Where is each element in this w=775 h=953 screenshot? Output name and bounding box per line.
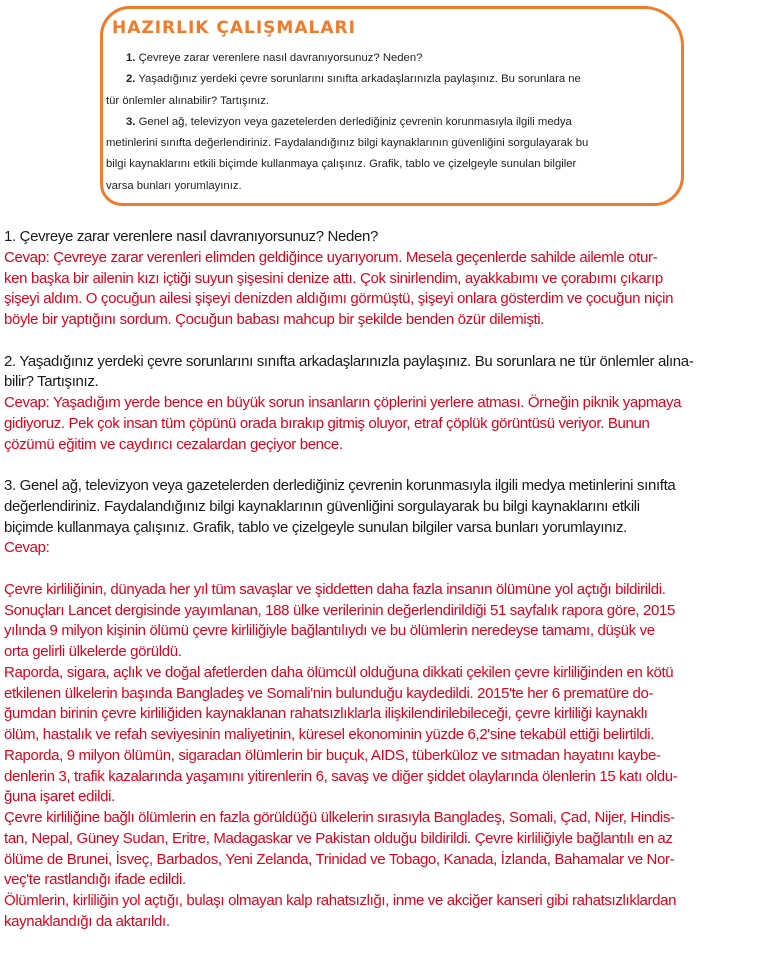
question-text: Genel ağ, televizyon veya gazetelerden derlediğiniz çevrenin korunmasıyla ilgili medya [138,115,572,128]
answer-line: Cevap: Yaşadığım yerde bence en büyük sorun insanların çöplerini yerlere atması. Örneğin piknik yapmaya [4,394,682,411]
answer-line: ölüm, hastalık ve refah seviyesinin maliyetinin, küresel ekonominin yüzde 6,2'sine tekabül ettiği belirtildi. [4,726,655,743]
answer-line: ğuna işaret edildi. [4,788,115,806]
question-text: tür önlemler alınabilir? Tartışınız. [106,94,270,107]
question-line: bilir? Tartışınız. [4,373,99,391]
preparation-title: HAZIRLIK ÇALIŞMALARI [112,18,356,38]
answer-line: Cevap: Çevreye zarar verenleri elimden geldiğince uyarıyorum. Mesela geçenlerde sahilde ailemle otur- [4,248,658,266]
question-line: 3. Genel ağ, televizyon veya gazetelerden derlediğiniz çevrenin korunmasıyla ilgili medya metinlerini sınıfta [4,477,676,494]
answer-line: denlerin 3, trafik kazalarında yaşamını yitirenlerin 6, savaş ve diğer şiddet olaylarında ölenlerin 15 katı oldu- [4,767,678,785]
blank-line [4,331,774,352]
answer-line: orta gelirli ülkelerde görüldü. [4,643,182,660]
answer-line: veç'te rastlandığı ifade edildi. [4,871,186,889]
answer-line: kaynaklandığı da aktarıldı. [4,912,170,930]
preparation-question-line [106,176,674,197]
preparation-question-line [106,69,674,90]
preparation-question-line [106,133,674,154]
answer-line: gidiyoruz. Pek çok insan tüm çöpünü orada bırakıp gitmiş oluyor, etraf çöplük görüntüsü veriyor. Bunun [4,414,650,432]
answer-line: yılında 9 milyon kişinin ölümü çevre kirliliğiyle bağlantılıydı ve bu ölümlerin neredeyse tamamı, düşük ve [4,622,655,640]
answer-line: ken başka bir ailenin kızı içtiği suyun şişesini denize attı. Çok sinirlendim, ayakkabımı ve çorabımı çıkarıp [4,269,663,287]
blank-line [4,455,774,476]
preparation-question-line [106,154,674,175]
question-number: 2. [126,73,136,86]
answer-line: Çevre kirliliğinin, dünyada her yıl tüm savaşlar ve şiddetten daha fazla insanın ölümüne yol açtığı bildirildi. [4,580,666,598]
answer-line: şişeyi aldım. O çocuğun ailesi şişeyi denizden aldığımı görmüştü, şişeyi onlara gösterdim ve çocuğun niçin [4,290,674,308]
answer-line: Sonuçları Lancet dergisinde yayımlanan, 188 ülke verilerinin değerlendirildiği 51 sayfalık rapora göre, 2015 [4,601,675,619]
answer-line: Ölümlerin, kirliliğin yol açtığı, bulaşı olmayan kalp rahatsızlığı, inme ve akciğer kanseri gibi rahatsızlıklardan [4,892,677,909]
preparation-question-line [106,112,674,133]
answer-line: Raporda, 9 milyon ölümün, sigaradan ölümlerin bir buçuk, AIDS, tüberküloz ve sıtmadan hayatını kaybe- [4,746,661,764]
answer-line [4,559,774,580]
preparation-questions [106,48,674,197]
answer-line: etkilenen ülkelerin başında Bangladeş ve Somali'nin bulunduğu kaydedildi. 2015'te her 6 prematüre do- [4,684,654,702]
question-line: 2. Yaşadığınız yerdeki çevre sorunlarını sınıfta arkadaşlarınızla paylaşınız. Bu sorunlara ne tür önlemler alına- [4,352,694,370]
answers-document [4,227,774,933]
question-line: 1. Çevreye zarar verenlere nasıl davranıyorsunuz? Neden? [4,228,378,245]
answer-line: böyle bir yaptığını sordum. Çocuğun babası mahcup bir şekilde benden özür dilemişti. [4,311,545,328]
question-text: metinlerini sınıfta değerlendiriniz. Faydalandığınız bilgi kaynaklarının güvenliğini sorgulayarak bu [106,137,589,150]
answer-line: tan, Nepal, Güney Sudan, Eritre, Madagaskar ve Pakistan olduğu bildirildi. Çevre kirliliğiyle bağlantılı en az [4,829,673,847]
question-number: 3. [126,115,136,128]
answer-line: ölüme de Brunei, İsveç, Barbados, Yeni Zelanda, Trinidad ve Tobago, Kanada, İzlanda, Bahamalar ve Nor- [4,850,675,868]
question-number: 1. [126,52,136,64]
answer-line: ğumdan birinin çevre kirliliğiden kaynaklanan rahatsızlıklarla ilişkilendirilebileceği, çevre kirliliği kaynaklı [4,705,648,723]
answer-line: Çevre kirliliğine bağlı ölümlerin en fazla görüldüğü ülkelerin sırasıyla Bangladeş, Somali, Çad, Nijer, Hindis- [4,809,675,826]
question-text: Çevreye zarar verenlere nasıl davranıyorsunuz? Neden? [138,52,423,64]
preparation-question-line [106,91,674,112]
answer-line: çözümü eğitim ve caydırıcı cezalardan geçiyor bence. [4,435,343,453]
question-text: Yaşadığınız yerdeki çevre sorunlarını sınıfta arkadaşlarınızla paylaşınız. Bu sorunlara ne [138,73,581,86]
answer-line: Cevap: [4,539,50,557]
question-text: bilgi kaynaklarını etkili biçimde kullanmaya çalışınız. Grafik, tablo ve çizelgeyle sunulan bilgiler [106,158,577,171]
question-text: varsa bunları yorumlayınız. [106,179,242,192]
answer-line: Raporda, sigara, açlık ve doğal afetlerden daha ölümcül olduğuna dikkati çekilen çevre kirliliğinden en kötü [4,663,674,681]
preparation-question-line [106,48,674,69]
question-line: biçimde kullanmaya çalışınız. Grafik, tablo ve çizelgeyle sunulan bilgiler varsa bunları yorumlayınız. [4,518,627,536]
question-line: değerlendiriniz. Faydalandığınız bilgi kaynaklarının güvenliğini sorgulayarak bu bilgi kaynaklarını etkili [4,497,640,515]
